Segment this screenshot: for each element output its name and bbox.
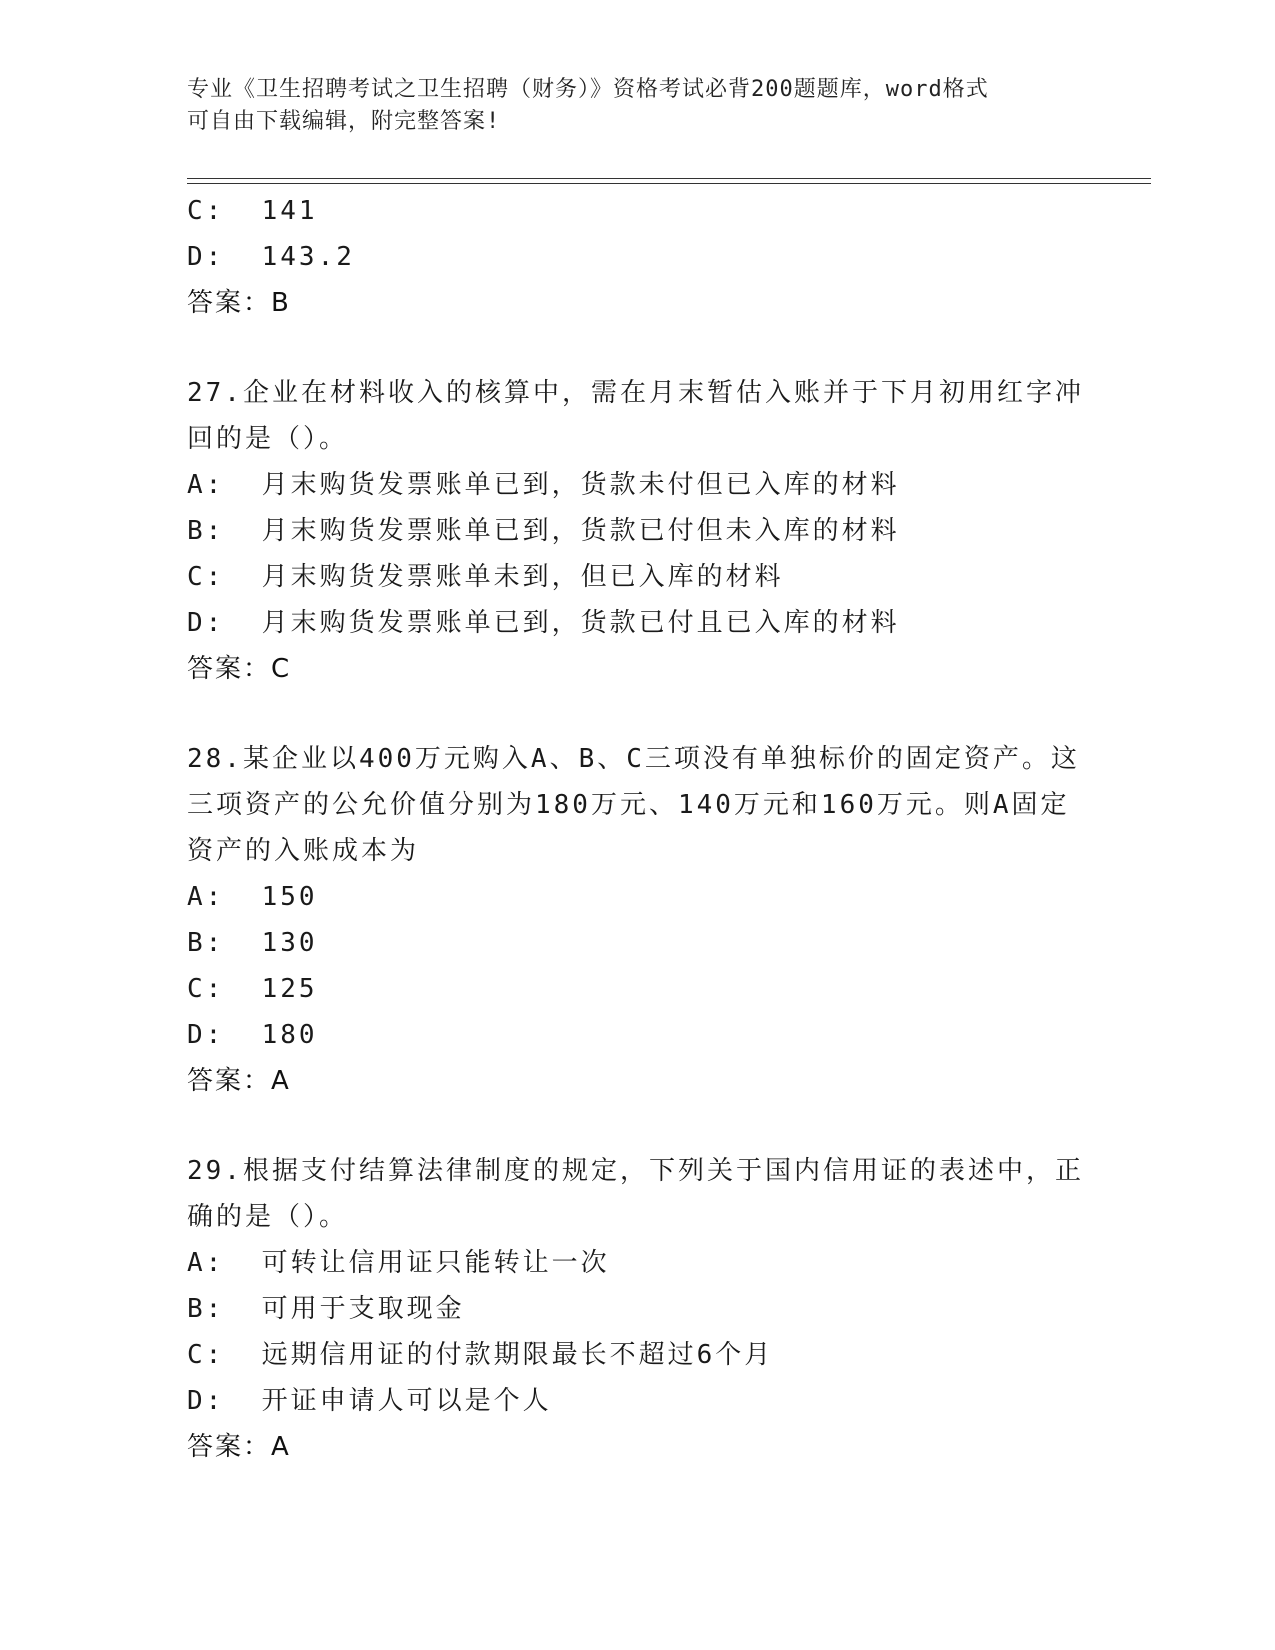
question-26-continuation (187, 188, 1087, 326)
question-stem-line: 确的是（）。 (187, 1202, 349, 1232)
option-d: D: 月末购货发票账单已到，货款已付且已入库的材料 (187, 608, 900, 638)
question-stem-line: 28.某企业以400万元购入A、B、C三项没有单独标价的固定资产。这 (187, 744, 1080, 774)
question-stem-line: 29.根据支付结算法律制度的规定，下列关于国内信用证的表述中，正 (187, 1156, 1084, 1186)
question-27 (187, 370, 1087, 692)
option-b: B: 月末购货发票账单已到，货款已付但未入库的材料 (187, 516, 900, 546)
answer-line: 答案：A (187, 1432, 291, 1462)
header-line-2: 可自由下载编辑，附完整答案! (187, 109, 501, 134)
answer-line: 答案：C (187, 654, 292, 684)
document-header (187, 74, 1067, 138)
option-b: B: 可用于支取现金 (187, 1294, 465, 1324)
question-28 (187, 736, 1087, 1104)
option-c: C: 月末购货发票账单未到，但已入库的材料 (187, 562, 784, 592)
document-body (187, 188, 1087, 1470)
option-a: A: 150 (187, 882, 318, 912)
option-c: C: 141 (187, 196, 318, 226)
option-d: D: 开证申请人可以是个人 (187, 1386, 552, 1416)
answer-line: 答案：B (187, 288, 291, 318)
question-stem-line: 三项资产的公允价值分别为180万元、140万元和160万元。则A固定 (187, 790, 1070, 820)
header-line-1: 专业《卫生招聘考试之卫生招聘（财务）》资格考试必背200题题库，word格式 (187, 77, 989, 102)
option-d: D: 180 (187, 1020, 318, 1050)
header-divider-bottom (187, 183, 1151, 184)
question-29 (187, 1148, 1087, 1470)
option-a: A: 月末购货发票账单已到，货款未付但已入库的材料 (187, 470, 900, 500)
option-c: C: 远期信用证的付款期限最长不超过6个月 (187, 1340, 774, 1370)
option-d: D: 143.2 (187, 242, 355, 272)
option-c: C: 125 (187, 974, 318, 1004)
option-b: B: 130 (187, 928, 318, 958)
question-stem-line: 回的是（）。 (187, 424, 349, 454)
question-stem-line: 27.企业在材料收入的核算中，需在月末暂估入账并于下月初用红字冲 (187, 378, 1084, 408)
option-a: A: 可转让信用证只能转让一次 (187, 1248, 610, 1278)
question-stem-line: 资产的入账成本为 (187, 836, 420, 866)
header-divider-top (187, 178, 1151, 179)
answer-line: 答案：A (187, 1066, 291, 1096)
